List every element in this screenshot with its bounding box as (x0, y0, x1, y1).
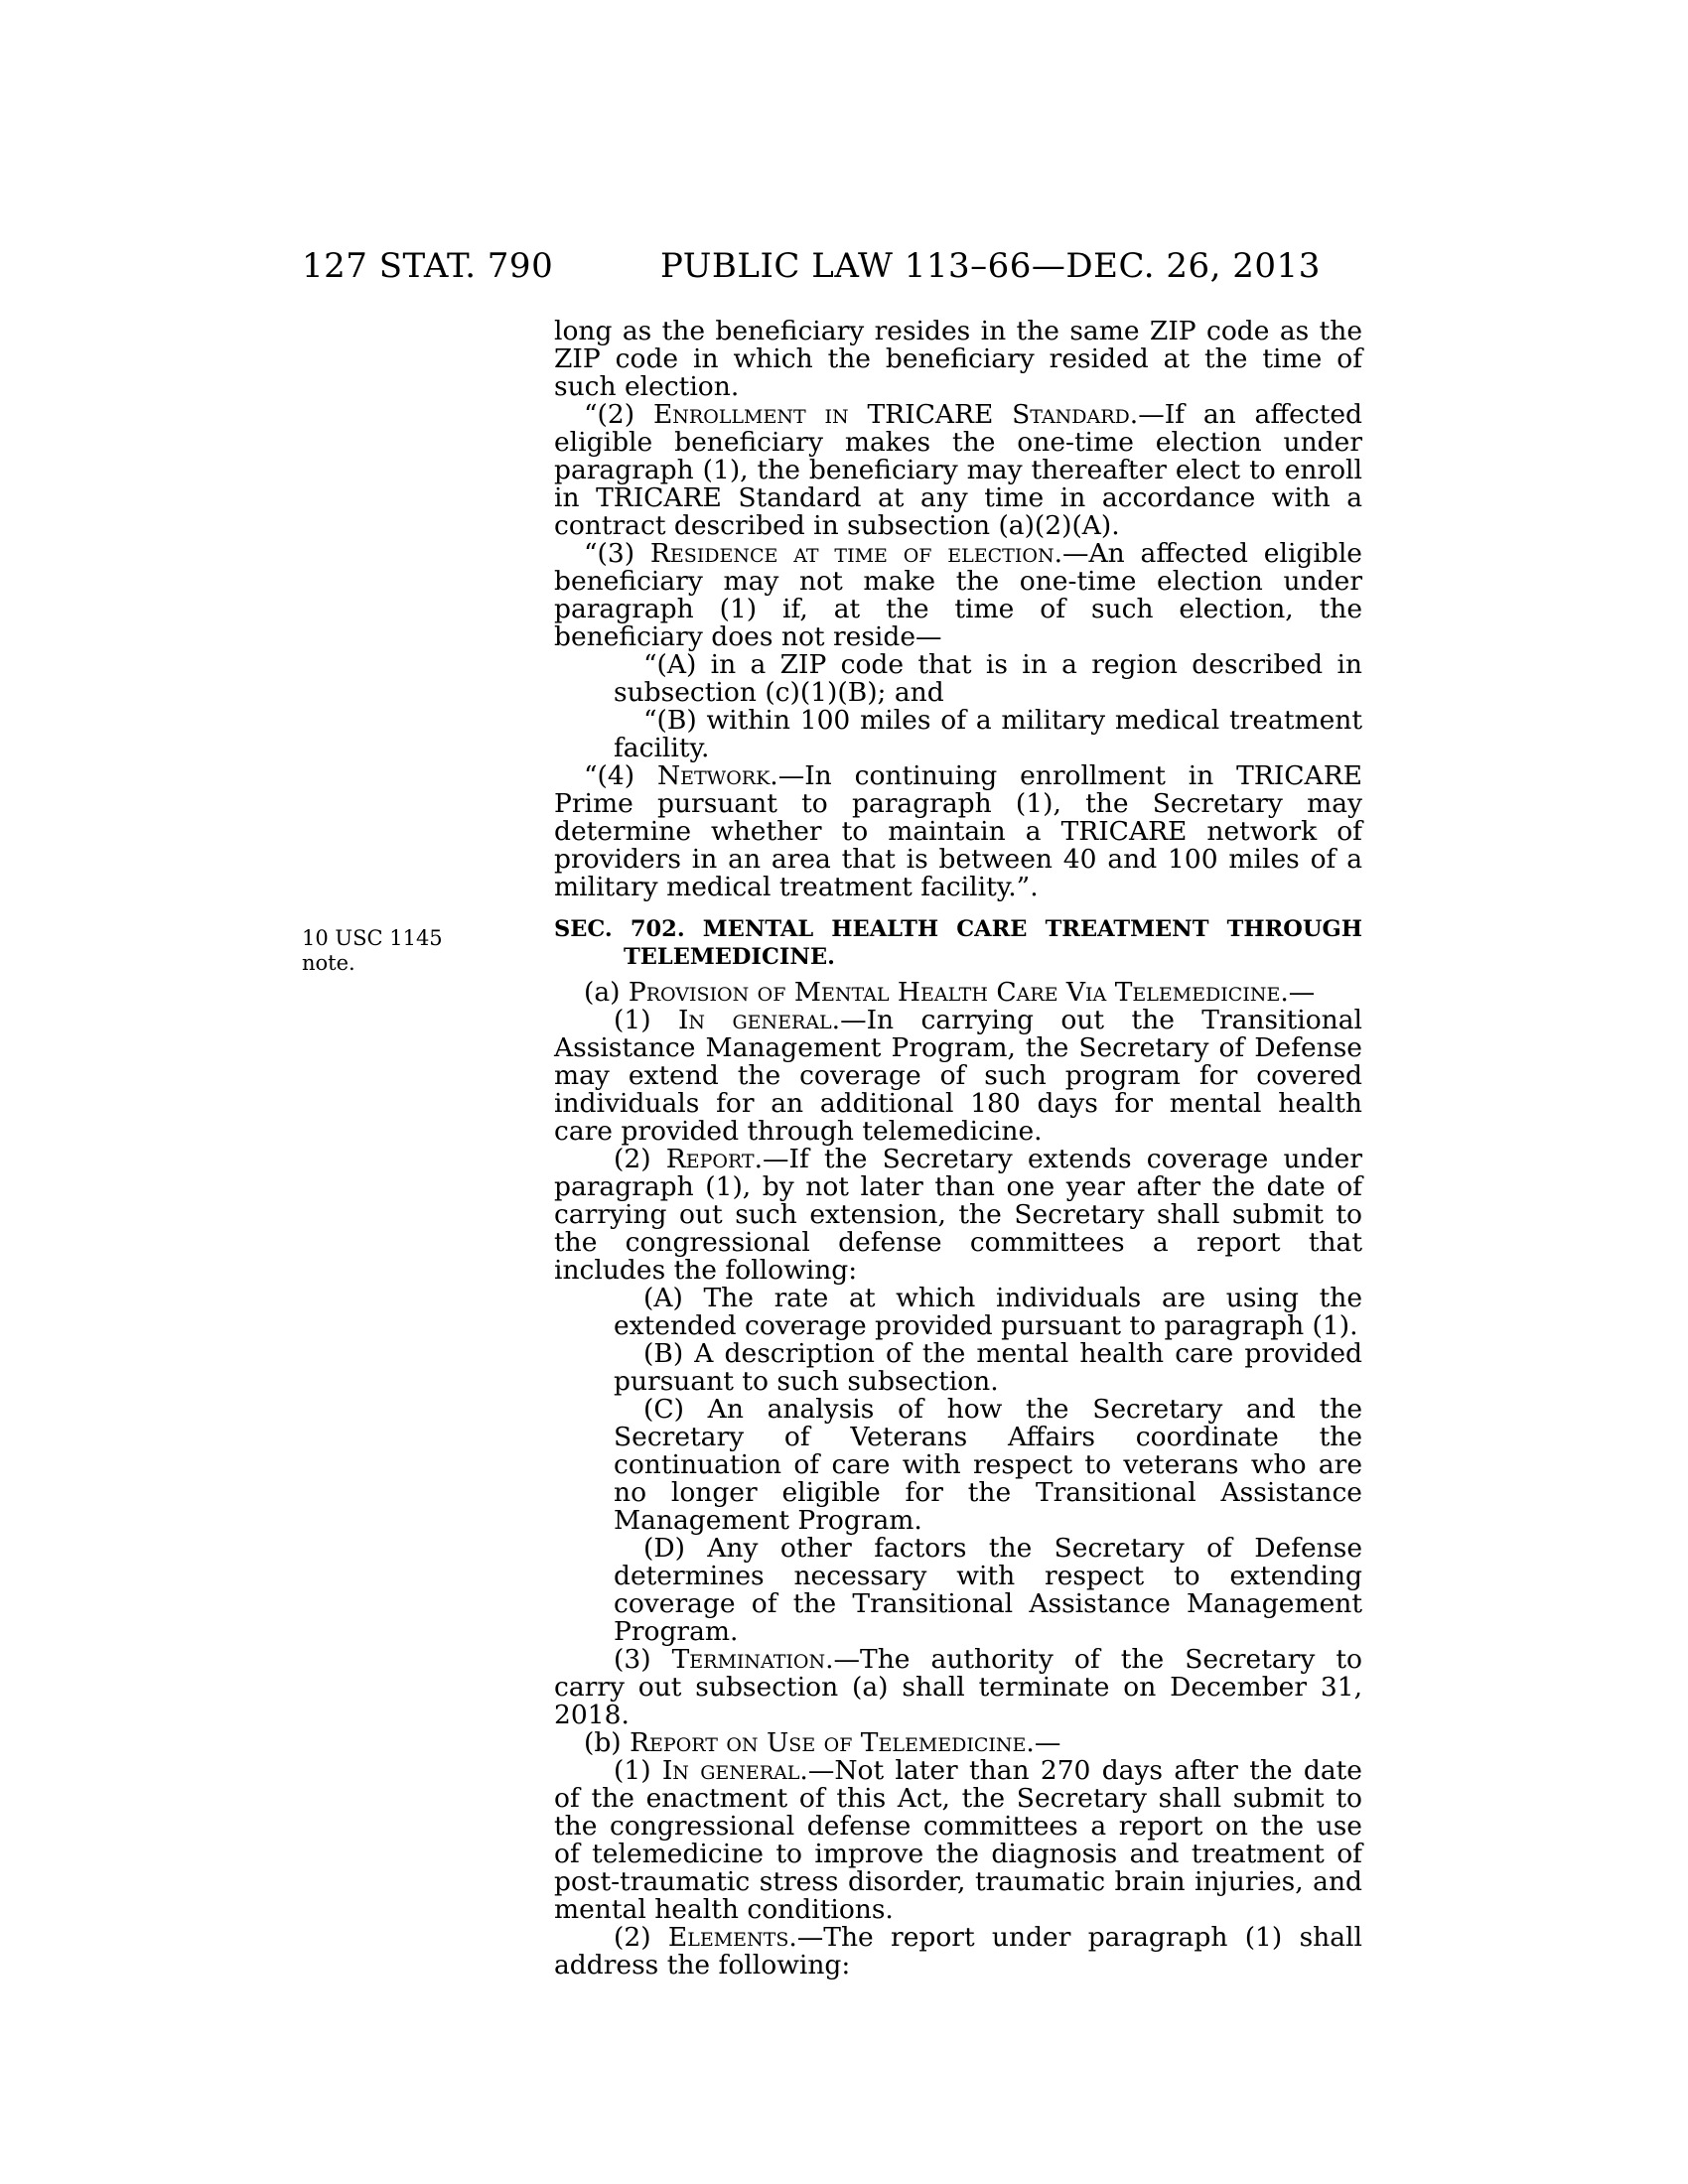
paragraph-4 (554, 762, 1362, 901)
subparagraph-3b: “(B) within 100 miles of a military medical treatment facility. (614, 705, 1362, 763)
para-text: —If the Secretary extends coverage under paragraph (1), by not later than one year after the date of carrying out such extension, the Secretary shall submit to the congressional defense committees a report that includes the following: (554, 1144, 1362, 1286)
para-text: — (1034, 1727, 1061, 1758)
subparagraph-a2-B: (B) A description of the mental health care provided pursuant to such subsection. (614, 1338, 1362, 1397)
para-text: —In continuing enrollment in TRICARE Prime pursuant to paragraph (1), the Secretary may determine whether to maintain a TRICARE network of providers in an area that is between 40 and 100 miles of a military medical treatment facility.”. (554, 760, 1362, 902)
paragraph-continuation: long as the beneficiary resides in the same ZIP code as the ZIP code in which the beneficiary resided at the time of such election. (554, 316, 1362, 402)
subparagraph-a2-C: (C) An analysis of how the Secretary and the Secretary of Veterans Affairs coordinate the continuation of care with respect to veterans who are no longer eligible for the Transitional Assistance Management Program. (614, 1394, 1362, 1536)
paragraph-2 (554, 401, 1362, 540)
para-num: “(4) (584, 760, 635, 791)
para-heading: Provision of Mental Health Care Via Telemedicine. (628, 977, 1289, 1008)
subparagraph-a2-A: (A) The rate at which individuals are using the extended coverage provided pursuant to paragraph (1). (614, 1283, 1362, 1341)
para-text: —In carrying out the Transitional Assistance Management Program, the Secretary of Defense may extend the coverage of such program for covered individuals for an additional 180 days for mental health care provided through telemedicine. (554, 1005, 1362, 1147)
para-num: “(3) (584, 538, 635, 569)
margin-note-citation: 10 USC 1145 (302, 926, 443, 950)
para-num: (2) (614, 1144, 651, 1174)
paragraph-a3 (554, 1646, 1362, 1729)
para-heading: Enrollment in TRICARE Standard. (652, 399, 1139, 430)
para-num: (1) (614, 1755, 651, 1786)
para-heading: Network. (656, 760, 778, 791)
subparagraph-3a: “(A) in a ZIP code that is in a region described in subsection (c)(1)(B); and (614, 649, 1362, 708)
para-heading: Termination. (671, 1644, 834, 1675)
paragraph-b2 (554, 1924, 1362, 1979)
subsection-b (554, 1729, 1362, 1757)
para-num: (b) (584, 1727, 622, 1758)
para-num: (a) (584, 977, 621, 1008)
para-heading: Report on Use of Telemedicine. (630, 1727, 1035, 1758)
subparagraph-a2-D: (D) Any other factors the Secretary of Defense determines necessary with respect to extending coverage of the Transitional Assistance Management Program. (614, 1533, 1362, 1647)
para-num: “(2) (584, 399, 635, 430)
margin-note (302, 926, 451, 976)
para-text: —An affected eligible beneficiary may not make the one-time election under paragraph (1) if, at the time of such election, the beneficiary does not reside— (554, 538, 1362, 652)
para-text: —Not later than 270 days after the date of the enactment of this Act, the Secretary shall submit to the congressional defense committees a report on the use of telemedicine to improve the diagnosis and treatment of post-traumatic stress disorder, traumatic brain injuries, and mental health conditions. (554, 1755, 1362, 1925)
page-stat-number: 127 STAT. 790 (302, 246, 554, 286)
para-heading: Report. (665, 1144, 764, 1174)
section-heading: SEC. 702. MENTAL HEALTH CARE TREATMENT THROUGH TELEMEDICINE. (554, 916, 1362, 970)
para-num: (1) (614, 1005, 651, 1035)
para-num: (3) (614, 1644, 651, 1675)
para-text: —The authority of the Secretary to carry out subsection (a) shall terminate on December 31, 2018. (554, 1644, 1362, 1730)
para-heading: In general. (661, 1755, 808, 1786)
paragraph-a2 (554, 1146, 1362, 1285)
para-heading: Elements. (667, 1922, 797, 1953)
para-heading: In general. (677, 1005, 841, 1035)
para-text: —If an affected eligible beneficiary makes the one-time election under paragraph (1), the beneficiary may thereafter elect to enroll in TRICARE Standard at any time in accordance with a contract described in subsection (a)(2)(A). (554, 399, 1362, 541)
margin-note-suffix: note. (302, 951, 355, 975)
para-heading: Residence at time of election. (649, 538, 1062, 569)
body-text (554, 318, 1362, 1979)
para-num: (2) (614, 1922, 651, 1953)
para-text: — (1288, 977, 1316, 1008)
subsection-a (554, 979, 1362, 1007)
running-header: PUBLIC LAW 113–66—DEC. 26, 2013 (660, 246, 1321, 286)
para-text: —The report under paragraph (1) shall address the following: (554, 1922, 1362, 1980)
paragraph-3 (554, 540, 1362, 651)
paragraph-a1 (554, 1007, 1362, 1146)
paragraph-b1 (554, 1757, 1362, 1924)
